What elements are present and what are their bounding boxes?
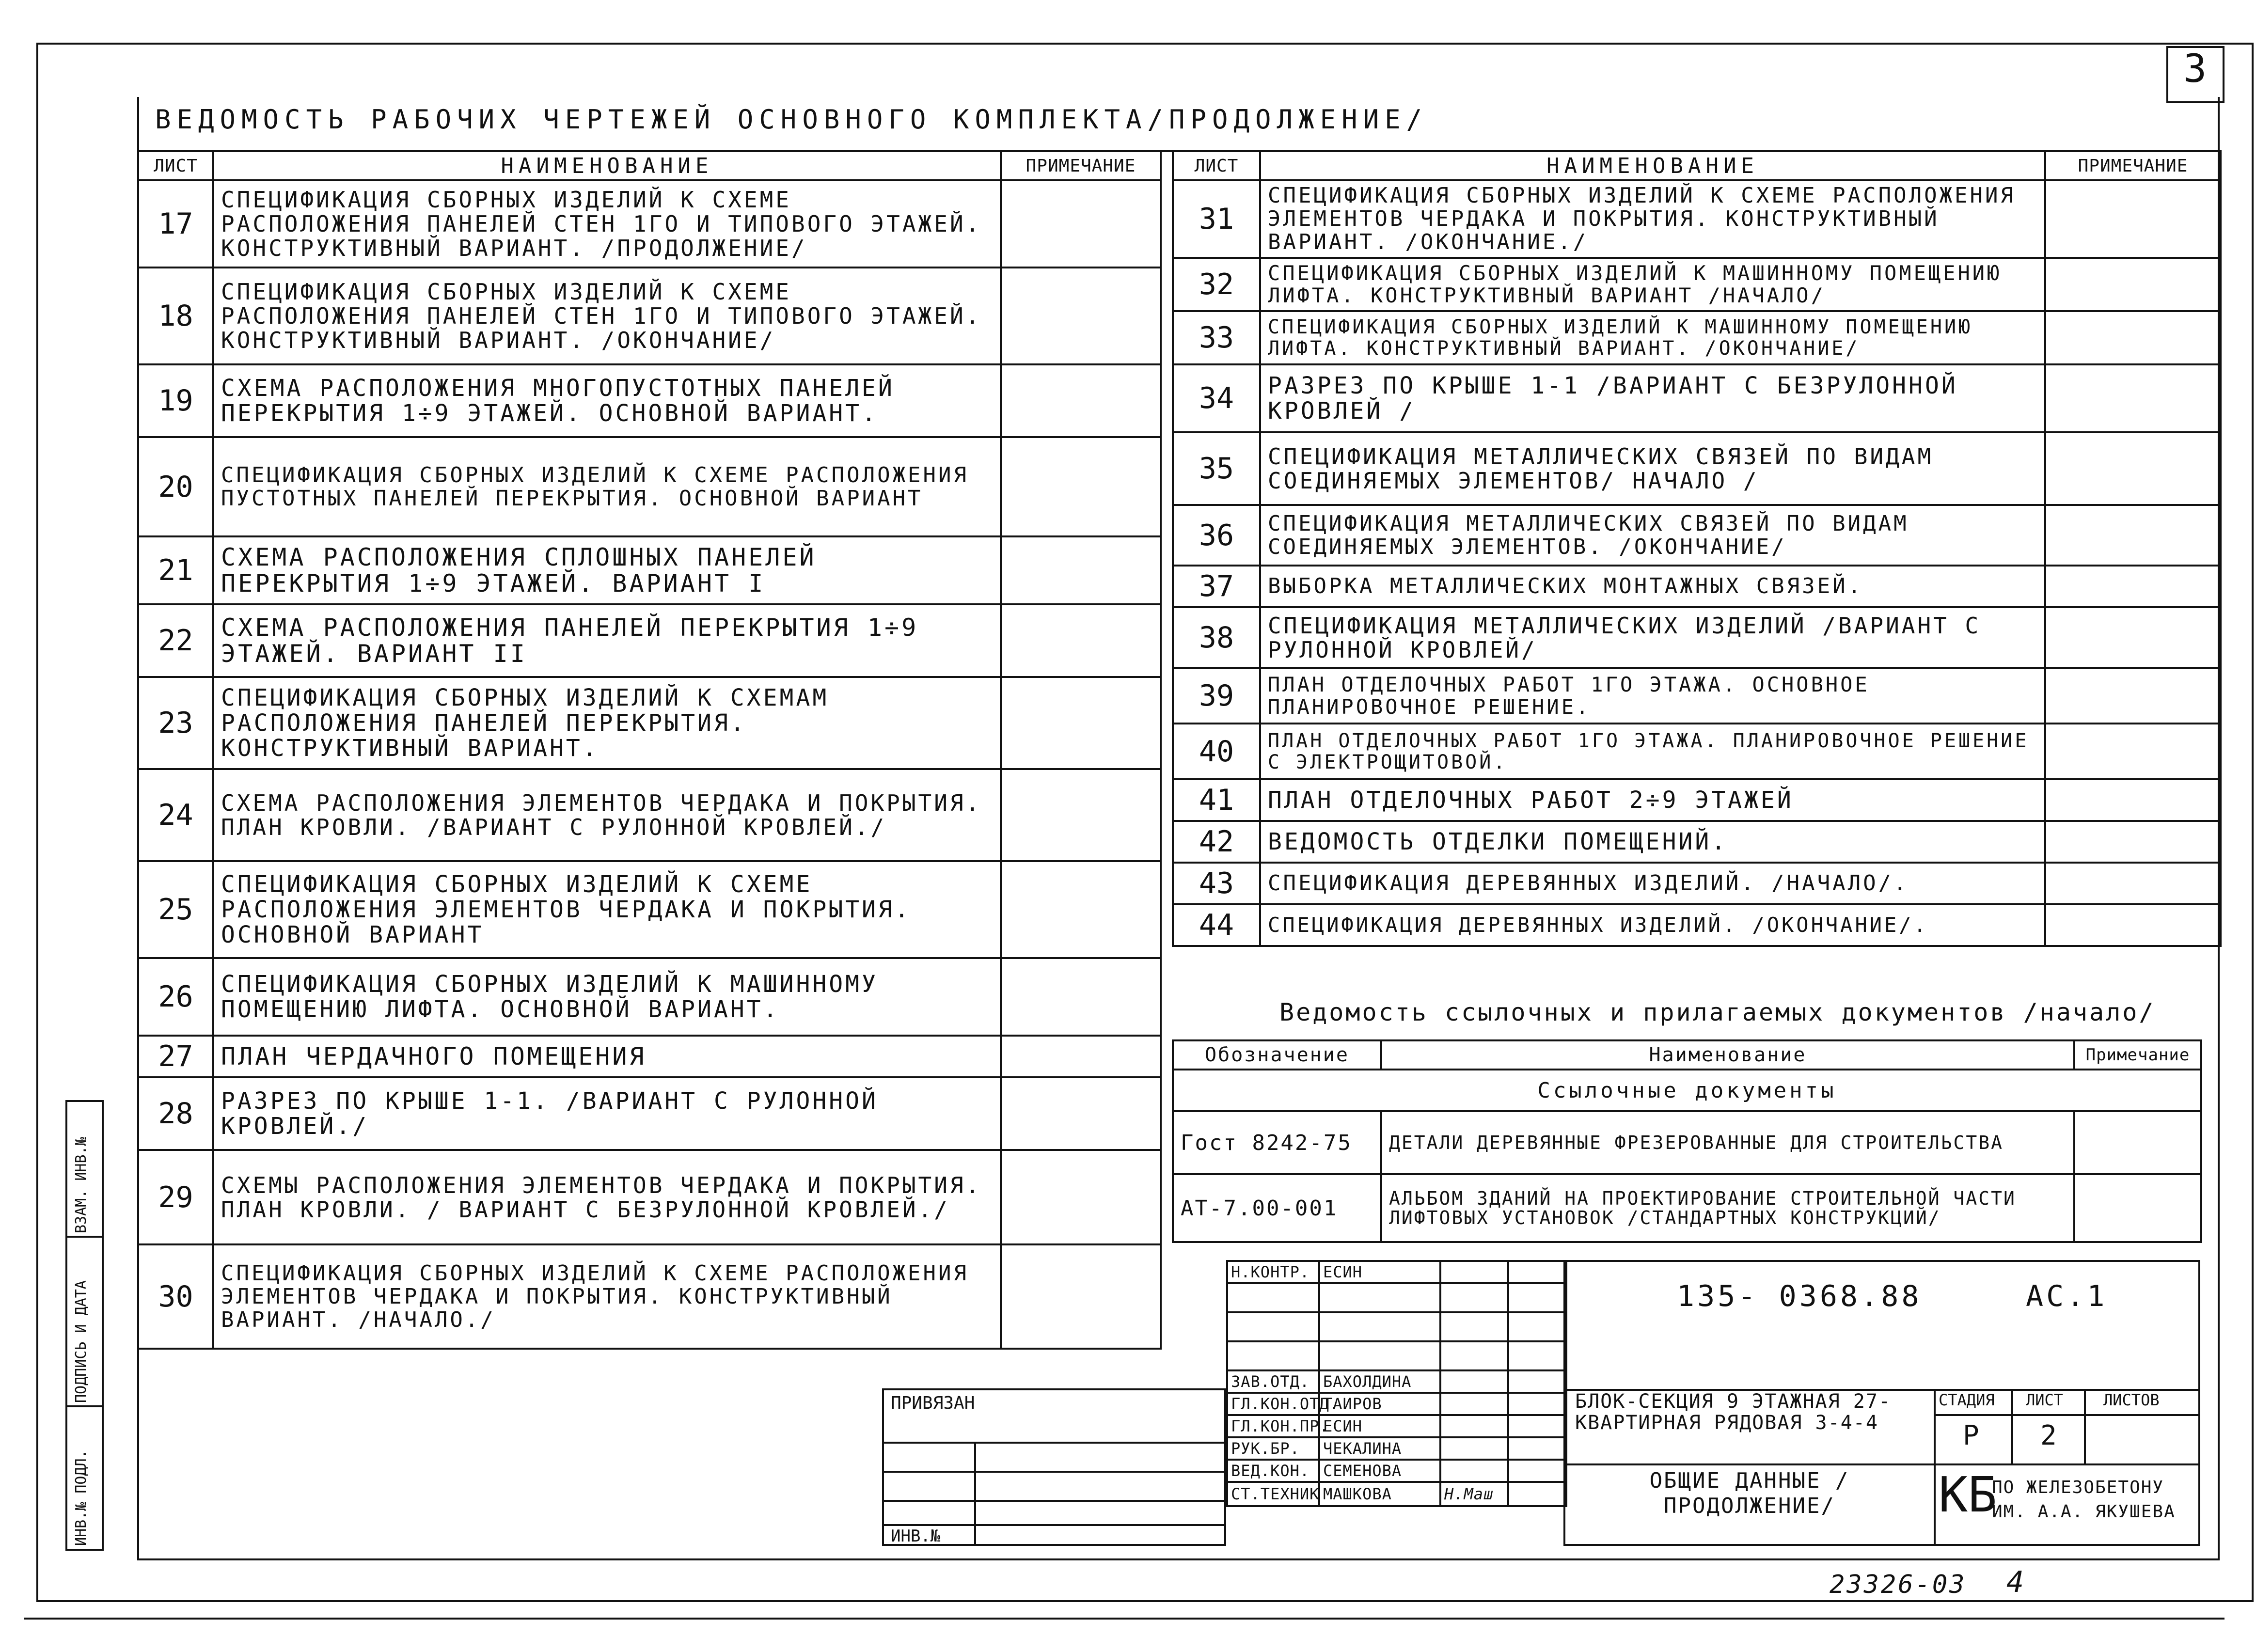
side-label-replaced-inv: ВЗАМ. ИНВ.№ [73,1137,90,1233]
role: ЗАВ.ОТД. [1227,1370,1319,1393]
sheet-title: ОБЩИЕ ДАННЫЕ /ПРОДОЛЖЕНИЕ/ [1649,1468,1850,1518]
sheet-note [1001,1077,1161,1150]
sheet-note [2045,607,2221,668]
blank-cell [1440,1370,1508,1393]
approval-row [1227,1341,1566,1370]
refs-title: Ведомость ссылочных и прилагаемых документов /начало/ [1279,998,2156,1026]
corner-sheet-number: 3 [2183,46,2207,91]
blank-cell [1508,1437,1566,1460]
blank-cell [1440,1312,1508,1341]
sheet-number: 39 [1173,668,1260,724]
table-row [138,1244,1161,1349]
sheet-mark: АС.1 [2026,1279,2108,1313]
table-row [138,769,1161,861]
org-name: ПО ЖЕЛЕЗОБЕТОНУ ИМ. А.А. ЯКУШЕВА [1992,1478,2176,1522]
sheet-number: 21 [138,536,213,604]
refs-col-note: Примечание [2074,1040,2201,1070]
table-row [1173,311,2221,364]
bottom-archive-number: 23326-03 [1830,1570,1967,1599]
page-title: ВЕДОМОСТЬ РАБОЧИХ ЧЕРТЕЖЕЙ ОСНОВНОГО КОМПЛЕКТА/ПРОДОЛЖЕНИЕ/ [155,104,1428,135]
blank-cell [1440,1261,1508,1283]
sheet-note [2045,364,2221,432]
blank-cell [1227,1312,1319,1341]
sheet-number: 24 [138,769,213,861]
sheet-number: 36 [1173,505,1260,566]
signature: Н.Маш [1440,1482,1508,1506]
sheet-note [2045,311,2221,364]
blank-cell [1440,1437,1508,1460]
sheet-name: ВЫБОРКА МЕТАЛЛИЧЕСКИХ МОНТАЖНЫХ СВЯЗЕЙ. [1260,566,2045,607]
sheet-note [2045,904,2221,946]
approval-row [1227,1482,1566,1506]
sheet-number: 29 [138,1150,213,1244]
sheet-number: 33 [1173,311,1260,364]
table-row [138,437,1161,536]
drawings-table-left [137,150,1162,1350]
sheet-note [1001,536,1161,604]
table-row [1173,505,2221,566]
sheet-name: СХЕМА РАСПОЛОЖЕНИЯ МНОГОПУСТОТНЫХ ПАНЕЛЕЙ ПЕРЕКРЫТИЯ 1÷9 ЭТАЖЕЙ. ОСНОВНОЙ ВАРИАНТ. [213,364,1001,437]
sheet-note [2045,668,2221,724]
table-row [138,1077,1161,1150]
bound-label: ПРИВЯЗАН [891,1393,975,1413]
table-row [1173,1174,2201,1242]
sheet-number: 26 [138,958,213,1036]
sheet-note [1001,958,1161,1036]
blank-cell [1508,1415,1566,1437]
table-row [138,677,1161,769]
sheet-name: СПЕЦИФИКАЦИЯ ДЕРЕВЯННЫХ ИЗДЕЛИЙ. /НАЧАЛО/. [1260,863,2045,904]
sheet-name: СХЕМА РАСПОЛОЖЕНИЯ ПАНЕЛЕЙ ПЕРЕКРЫТИЯ 1÷9 ЭТАЖЕЙ. ВАРИАНТ II [213,604,1001,677]
sheet-name: ВЕДОМОСТЬ ОТДЕЛКИ ПОМЕЩЕНИЙ. [1260,821,2045,863]
col-header-note: ПРИМЕЧАНИЕ [1001,151,1161,180]
table-row [1173,432,2221,505]
role: Н.КОНТР. [1227,1261,1319,1283]
ref-note [2074,1111,2201,1174]
table-row [138,861,1161,958]
refs-col-name: Наименование [1381,1040,2074,1070]
object-title: БЛОК-СЕКЦИЯ 9 ЭТАЖНАЯ 27- КВАРТИРНАЯ РЯДОВАЯ 3-4-4 [1575,1390,1892,1434]
ref-name: АЛЬБОМ ЗДАНИЙ НА ПРОЕКТИРОВАНИЕ СТРОИТЕЛЬНОЙ ЧАСТИ ЛИФТОВЫХ УСТАНОВОК /СТАНДАРТНЫХ КОНСТРУКЦИЙ/ [1381,1174,2074,1242]
person-name: СЕМЕНОВА [1319,1460,1440,1482]
ref-code: Гост 8242-75 [1173,1111,1381,1174]
ref-note [2074,1174,2201,1242]
sheet-number: 37 [1173,566,1260,607]
person-name: ЧЕКАЛИНА [1319,1437,1440,1460]
person-name: ТАИРОВ [1319,1393,1440,1415]
table-row [1173,668,2221,724]
sheet-name: СПЕЦИФИКАЦИЯ МЕТАЛЛИЧЕСКИХ СВЯЗЕЙ ПО ВИДАМ СОЕДИНЯЕМЫХ ЭЛЕМЕНТОВ. /ОКОНЧАНИЕ/ [1260,505,2045,566]
table-row [138,1150,1161,1244]
approval-row [1227,1460,1566,1482]
side-label-sign-date: ПОДПИСЬ И ДАТА [73,1280,90,1403]
side-label-original-inv: ИНВ.№ ПОДЛ. [73,1449,90,1546]
sheet-note [1001,267,1161,364]
sheet-name: СПЕЦИФИКАЦИЯ СБОРНЫХ ИЗДЕЛИЙ К СХЕМАМ РАСПОЛОЖЕНИЯ ПАНЕЛЕЙ ПЕРЕКРЫТИЯ. КОНСТРУКТИВНЫЙ ВАРИАНТ. [213,677,1001,769]
sheet-name: СПЕЦИФИКАЦИЯ ДЕРЕВЯННЫХ ИЗДЕЛИЙ. /ОКОНЧАНИЕ/. [1260,904,2045,946]
sheet-note [2045,258,2221,311]
sheet-number: 32 [1173,258,1260,311]
sheet-name: СПЕЦИФИКАЦИЯ СБОРНЫХ ИЗДЕЛИЙ К МАШИННОМУ ПОМЕЩЕНИЮ ЛИФТА. ОСНОВНОЙ ВАРИАНТ. [213,958,1001,1036]
approval-row [1227,1370,1566,1393]
blank-cell [1508,1393,1566,1415]
refs-table [1172,1039,2202,1243]
blank-cell [1508,1312,1566,1341]
sheet-number: 20 [138,437,213,536]
sheet-note [1001,364,1161,437]
approval-row [1227,1261,1566,1283]
table-row [1173,904,2221,946]
sheet-note [2045,863,2221,904]
bottom-page-number: 4 [2006,1565,2024,1599]
approval-row [1227,1415,1566,1437]
blank-cell [1227,1283,1319,1312]
sheets-label: ЛИСТОВ [2103,1391,2160,1409]
col-header-note: ПРИМЕЧАНИЕ [2045,151,2221,180]
sheet-number: 34 [1173,364,1260,432]
role: ГЛ.КОН.ОТД. [1227,1393,1319,1415]
sheet-name: СПЕЦИФИКАЦИЯ СБОРНЫХ ИЗДЕЛИЙ К СХЕМЕ РАСПОЛОЖЕНИЯ ПАНЕЛЕЙ СТЕН 1ГО И ТИПОВОГО ЭТАЖЕЙ. КОНСТРУКТИВНЫЙ ВАРИАНТ. /ОКОНЧАНИЕ/ [213,267,1001,364]
bottom-trim-line [24,1618,2224,1620]
blank-cell [1508,1341,1566,1370]
approval-row [1227,1393,1566,1415]
sheet-number: 28 [138,1077,213,1150]
sheet-name: СПЕЦИФИКАЦИЯ СБОРНЫХ ИЗДЕЛИЙ К СХЕМЕ РАСПОЛОЖЕНИЯ ПАНЕЛЕЙ СТЕН 1ГО И ТИПОВОГО ЭТАЖЕЙ. КОНСТРУКТИВНЫЙ ВАРИАНТ. /ПРОДОЛЖЕНИЕ/ [213,180,1001,267]
stage-value: Р [1963,1420,1979,1451]
table-row [138,180,1161,267]
blank-cell [1440,1341,1508,1370]
sheet-number: 31 [1173,180,1260,258]
sheet-name: СХЕМА РАСПОЛОЖЕНИЯ СПЛОШНЫХ ПАНЕЛЕЙ ПЕРЕКРЫТИЯ 1÷9 ЭТАЖЕЙ. ВАРИАНТ I [213,536,1001,604]
doc-code: 135- 0368.88 [1677,1279,1922,1313]
role: РУК.БР. [1227,1437,1319,1460]
sheet-name: ПЛАН ОТДЕЛОЧНЫХ РАБОТ 1ГО ЭТАЖА. ОСНОВНОЕ ПЛАНИРОВОЧНОЕ РЕШЕНИЕ. [1260,668,2045,724]
blank-cell [1440,1393,1508,1415]
sheet-number: 30 [138,1244,213,1349]
approval-row [1227,1283,1566,1312]
sheet-number: 17 [138,180,213,267]
sheet-note [2045,180,2221,258]
sheet-name: СПЕЦИФИКАЦИЯ СБОРНЫХ ИЗДЕЛИЙ К СХЕМЕ РАСПОЛОЖЕНИЯ ЭЛЕМЕНТОВ ЧЕРДАКА И ПОКРЫТИЯ. КОНСТРУКТИВНЫЙ ВАРИАНТ. /НАЧАЛО./ [213,1244,1001,1349]
sheet-number: 42 [1173,821,1260,863]
sheet-name: СХЕМА РАСПОЛОЖЕНИЯ ЭЛЕМЕНТОВ ЧЕРДАКА И ПОКРЫТИЯ. ПЛАН КРОВЛИ. /ВАРИАНТ С РУЛОННОЙ КРОВЛЕЙ./ [213,769,1001,861]
role: ВЕД.КОН. [1227,1460,1319,1482]
sheet-value: 2 [2040,1420,2057,1451]
person-name: МАШКОВА [1319,1482,1440,1506]
sheet-note [1001,437,1161,536]
sheet-note [1001,769,1161,861]
blank-cell [1440,1415,1508,1437]
sheet-note [1001,861,1161,958]
role: СТ.ТЕХНИК [1227,1482,1319,1506]
sheet-name: СПЕЦИФИКАЦИЯ СБОРНЫХ ИЗДЕЛИЙ К МАШИННОМУ ПОМЕЩЕНИЮ ЛИФТА. КОНСТРУКТИВНЫЙ ВАРИАНТ /НАЧАЛО/ [1260,258,2045,311]
approval-row [1227,1312,1566,1341]
sheet-name: ПЛАН ЧЕРДАЧНОГО ПОМЕЩЕНИЯ [213,1036,1001,1077]
sheet-name: СПЕЦИФИКАЦИЯ СБОРНЫХ ИЗДЕЛИЙ К СХЕМЕ РАСПОЛОЖЕНИЯ ПУСТОТНЫХ ПАНЕЛЕЙ ПЕРЕКРЫТИЯ. ОСНОВНОЙ ВАРИАНТ [213,437,1001,536]
sheet-note [1001,1244,1161,1349]
table-row [138,536,1161,604]
sheet-note [1001,1150,1161,1244]
blank-cell [1440,1283,1508,1312]
blank-cell [1440,1460,1508,1482]
sheet-name: СПЕЦИФИКАЦИЯ СБОРНЫХ ИЗДЕЛИЙ К СХЕМЕ РАСПОЛОЖЕНИЯ ЭЛЕМЕНТОВ ЧЕРДАКА И ПОКРЫТИЯ. КОНСТРУКТИВНЫЙ ВАРИАНТ. /ОКОНЧАНИЕ./ [1260,180,2045,258]
blank-cell [1319,1341,1440,1370]
person-name: БАХОЛДИНА [1319,1370,1440,1393]
sheet-number: 22 [138,604,213,677]
blank-cell [1508,1482,1566,1506]
sheet-note [2045,821,2221,863]
sheet-note [2045,505,2221,566]
table-row [138,958,1161,1036]
role: ГЛ.КОН.ПР. [1227,1415,1319,1437]
sheet-note [1001,604,1161,677]
sheet-number: 19 [138,364,213,437]
table-row [1173,566,2221,607]
blank-cell [1227,1341,1319,1370]
table-row [1173,779,2221,821]
blank-cell [1508,1283,1566,1312]
sheet-number: 25 [138,861,213,958]
sheet-number: 43 [1173,863,1260,904]
sheet-name: СПЕЦИФИКАЦИЯ МЕТАЛЛИЧЕСКИХ ИЗДЕЛИЙ /ВАРИАНТ С РУЛОННОЙ КРОВЛЕЙ/ [1260,607,2045,668]
sheet-number: 23 [138,677,213,769]
table-row [138,364,1161,437]
table-row [1173,821,2221,863]
table-row [138,1036,1161,1077]
sheet-note [1001,677,1161,769]
sheet-name: ПЛАН ОТДЕЛОЧНЫХ РАБОТ 1ГО ЭТАЖА. ПЛАНИРОВОЧНОЕ РЕШЕНИЕ С ЭЛЕКТРОЩИТОВОЙ. [1260,724,2045,779]
col-header-name: НАИМЕНОВАНИЕ [1260,151,2045,180]
stage-label: СТАДИЯ [1939,1391,1995,1409]
sheet-name: СПЕЦИФИКАЦИЯ СБОРНЫХ ИЗДЕЛИЙ К МАШИННОМУ ПОМЕЩЕНИЮ ЛИФТА. КОНСТРУКТИВНЫЙ ВАРИАНТ. /ОКОНЧАНИЕ/ [1260,311,2045,364]
table-row [1173,863,2221,904]
sheet-number: 44 [1173,904,1260,946]
org-logo: КБ [1939,1466,1997,1523]
table-row [1173,180,2221,258]
blank-cell [1508,1460,1566,1482]
sheet-name: СХЕМЫ РАСПОЛОЖЕНИЯ ЭЛЕМЕНТОВ ЧЕРДАКА И ПОКРЫТИЯ. ПЛАН КРОВЛИ. / ВАРИАНТ С БЕЗРУЛОННОЙ КРОВЛЕЙ./ [213,1150,1001,1244]
table-row [138,267,1161,364]
refs-col-code: Обозначение [1173,1040,1381,1070]
ref-name: ДЕТАЛИ ДЕРЕВЯННЫЕ ФРЕЗЕРОВАННЫЕ ДЛЯ СТРОИТЕЛЬСТВА [1381,1111,2074,1174]
sheet-note [2045,432,2221,505]
ref-code: АТ-7.00-001 [1173,1174,1381,1242]
sheet-label: ЛИСТ [2026,1391,2064,1409]
sheet-number: 38 [1173,607,1260,668]
refs-section-label: Ссылочные документы [1173,1070,2201,1111]
table-row [1173,607,2221,668]
sheet-number: 35 [1173,432,1260,505]
sheet-note [2045,779,2221,821]
col-header-sheet: ЛИСТ [138,151,213,180]
sheet-number: 27 [138,1036,213,1077]
person-name: ЕСИН [1319,1415,1440,1437]
col-header-sheet: ЛИСТ [1173,151,1260,180]
sheet-name: РАЗРЕЗ ПО КРЫШЕ 1-1 /ВАРИАНТ С БЕЗРУЛОННОЙ КРОВЛЕЙ / [1260,364,2045,432]
inv-label: ИНВ.№ [891,1526,941,1546]
table-row [1173,364,2221,432]
blank-cell [1319,1283,1440,1312]
sheet-name: СПЕЦИФИКАЦИЯ СБОРНЫХ ИЗДЕЛИЙ К СХЕМЕ РАСПОЛОЖЕНИЯ ЭЛЕМЕНТОВ ЧЕРДАКА И ПОКРЫТИЯ. ОСНОВНОЙ ВАРИАНТ [213,861,1001,958]
table-row [1173,724,2221,779]
sheet-name: СПЕЦИФИКАЦИЯ МЕТАЛЛИЧЕСКИХ СВЯЗЕЙ ПО ВИДАМ СОЕДИНЯЕМЫХ ЭЛЕМЕНТОВ/ НАЧАЛО / [1260,432,2045,505]
blank-cell [1319,1312,1440,1341]
sheet-note [1001,1036,1161,1077]
approvals-table [1226,1260,1567,1507]
table-row [1173,1111,2201,1174]
sheet-note [2045,724,2221,779]
drawings-table-right [1172,150,2222,947]
sheet-number: 18 [138,267,213,364]
blank-cell [1508,1370,1566,1393]
sheet-number: 41 [1173,779,1260,821]
person-name: ЕСИН [1319,1261,1440,1283]
sheet-name: ПЛАН ОТДЕЛОЧНЫХ РАБОТ 2÷9 ЭТАЖЕЙ [1260,779,2045,821]
sheet-name: РАЗРЕЗ ПО КРЫШЕ 1-1. /ВАРИАНТ С РУЛОННОЙ КРОВЛЕЙ./ [213,1077,1001,1150]
sheet-number: 40 [1173,724,1260,779]
table-row [138,604,1161,677]
col-header-name: НАИМЕНОВАНИЕ [213,151,1001,180]
sheet-note [2045,566,2221,607]
sheet-note [1001,180,1161,267]
blank-cell [1508,1261,1566,1283]
table-row [1173,258,2221,311]
approval-row [1227,1437,1566,1460]
